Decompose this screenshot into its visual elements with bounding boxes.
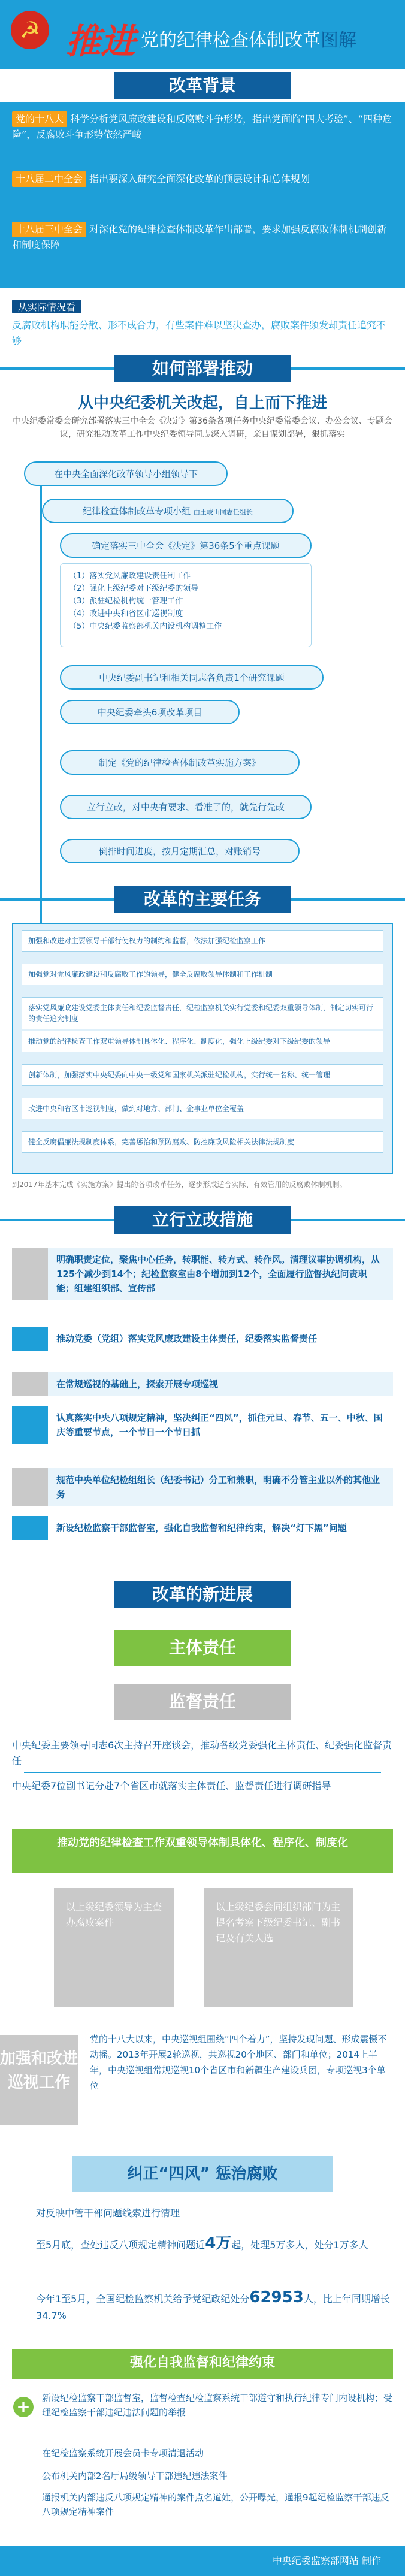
box-lead-investigation: 以上级纪委领导为主查办腐败案件 (54, 1888, 174, 2007)
footer-credit: 中央纪委监察部网站 制作 (0, 2546, 405, 2576)
special-group-label: 纪律检查体制改革专项小组 (83, 506, 191, 517)
stat-number: 4万 (205, 2234, 232, 2252)
section-title-progress: 改革的新进展 (114, 1581, 291, 1608)
task-item: 改进中央和省区市巡视制度，做到对地方、部门、企事业单位全覆盖 (22, 1098, 383, 1119)
measure-item: 推动党委（党组）落实党风廉政建设主体责任，纪委落实监督责任 (12, 1327, 393, 1351)
hero-banner (0, 0, 405, 69)
flow-box-topics: 确定落实三中全会《决定》第36条5个重点课题 (60, 533, 312, 558)
flow-box-leadership: 在中央全面深化改革领导小组领导下 (24, 461, 228, 486)
hero-subtitle (141, 25, 356, 52)
measure-item: 在常规巡视的基础上，探索开展专项巡视 (12, 1372, 393, 1396)
background-text-2: 指出要深入研究全面深化改革的顶层设计和总体规划 (89, 173, 310, 185)
task-item: 加强党对党风廉政建设和反腐败工作的领导，健全反腐败领导体制和工作机制 (22, 964, 383, 985)
self-supervision-band: 强化自我监督和纪律约束 (12, 2349, 393, 2379)
hero-subtitle-main: 党的纪律检查体制改革 (141, 30, 321, 51)
topic-item: （2）强化上级纪委对下级纪委的领导 (69, 584, 199, 593)
flow-box-schedule: 倒排时间进度，按月定期汇总，对账销号 (60, 839, 300, 863)
section-title-deploy: 如何部署推动 (114, 355, 291, 382)
measure-item: 规范中央单位纪检组组长（纪委书记）分工和兼职，明确不分管主业以外的其他业务 (12, 1468, 393, 1506)
stat-number: 62953 (249, 2288, 304, 2306)
tag-18th-congress: 党的十八大 (12, 111, 67, 127)
task-item: 推动党的纪律检查工作双重领导体制具体化、程序化、制度化，强化上级纪委对下级纪委的领导 (22, 1031, 383, 1052)
flow-box-special-group (42, 499, 294, 523)
tag-2nd-plenum: 十八届二中全会 (12, 171, 86, 187)
topic-item: （3）派驻纪检机构统一管理工作 (69, 597, 183, 606)
measure-item: 新设纪检监察干部监督室，强化自我监督和纪律约束，解决“灯下黑”问题 (12, 1516, 393, 1540)
stat-pre: 对反映中管干部问题线索进行清理 (36, 2207, 180, 2219)
plus-icon: + (13, 2397, 34, 2417)
divider-line (24, 1772, 381, 1773)
situation-tag: 从实际情况看 (12, 300, 81, 313)
background-paragraph-3 (12, 222, 393, 253)
task-item: 健全反腐倡廉法规制度体系，完善惩治和预防腐败、防控廉政风险相关法律法规制度 (22, 1131, 383, 1153)
stat-post: 人，比上年同期增长34.7% (36, 2293, 390, 2321)
deploy-text: 中央纪委常委会研究部署落实三中全会《决定》第36条各项任务中央纪委常委会议、办公会议、专题会议，研究推动改革工作中央纪委领导同志深入调研，亲自谋划部署，狠抓落实 (13, 416, 392, 439)
task-item: 创新体制，加强落实中央纪委向中央一级党和国家机关派驻纪检机构，实行统一名称、统一管理 (22, 1064, 383, 1086)
background-text-1: 科学分析党风廉政建设和反腐败斗争形势，指出党面临“四大考验”、“四种危险”，反腐败斗争形势依然严峻 (12, 113, 392, 140)
situation-tag-wrap (12, 300, 81, 313)
self-item: 新设纪检监察干部监督室，监督检查纪检监察系统干部遵守和执行纪律专门内设机构；受理纪检监察干部违纪违法问题的举报 (42, 2393, 393, 2418)
stat-pre: 今年1至5月，全国纪检监察机关给予党纪政纪处分 (36, 2293, 250, 2305)
deploy-headline: 从中央纪委机关改起，自上而下推进 (77, 394, 327, 412)
flow-connector (40, 461, 42, 929)
box-nomination: 以上级纪委会同组织部门为主提名考察下级纪委书记、副书记及有关人选 (204, 1888, 353, 2007)
topic-item: （5）中央纪委监察部机关内设机构调整工作 (69, 622, 222, 631)
measure-item: 明确职责定位，聚焦中心任务，转职能、转方式、转作风。清理议事协调机构，从125个减少到14个；纪检监察室由8个增加到12个，全面履行监督执纪问责职能；组建组织部、宣传部 (12, 1248, 393, 1300)
xunshi-badge: 加强和改进巡视工作 (0, 2035, 78, 2125)
topic-item: （1）落实党风廉政建设责任制工作 (69, 572, 191, 581)
flow-box-six-projects: 中央纪委牵头6项改革项目 (60, 700, 240, 724)
background-text-3: 对深化党的纪律检查体制改革作出部署，要求加强反腐败体制机制创新和制度保障 (12, 224, 387, 250)
stat-item (36, 2289, 393, 2324)
label-supervision-responsibility: 监督责任 (114, 1684, 291, 1720)
tag-3rd-plenum: 十八届三中全会 (12, 222, 86, 237)
party-emblem-icon: ☭ (11, 11, 49, 49)
tasks-panel (12, 923, 393, 1174)
measure-item: 认真落实中央八项规定精神，坚决纠正“四风”，抓住元旦、春节、五一、中秋、国庆等重要节点，一个节日一个节日抓 (12, 1406, 393, 1444)
stat-post: 起，处理5万多人，处分1万多人 (231, 2239, 368, 2251)
section-title-tasks: 改革的主要任务 (114, 886, 291, 913)
hero-title: 推进 (66, 21, 136, 62)
flow-box-plan: 制定《党的纪律检查体制改革实施方案》 (60, 750, 300, 775)
progress-text-2: 中央纪委7位副书记分赴7个省区市就落实主体责任、监督责任进行调研指导 (12, 1780, 331, 1792)
section-title-background: 改革背景 (114, 72, 291, 99)
stat-item (36, 2235, 393, 2254)
flow-box-reform-now: 立行立改，对中央有要求、看准了的，就先行先改 (60, 795, 312, 819)
topics-list (60, 563, 312, 647)
tasks-note: 到2017年基本完成《实施方案》提出的各项改革任务，逐步形成适合实际、有效管用的反腐败体制机制。 (12, 1180, 347, 1189)
self-item: 通报机关内部违反八项规定精神的案件点名道姓，公开曝光，通报9起纪检监察干部违反八项规定精神案件 (42, 2492, 389, 2517)
stat-item (36, 2205, 393, 2222)
background-paragraph-2 (12, 171, 393, 187)
four-winds-ribbon: 纠正“四风” 惩治腐败 (72, 2156, 333, 2192)
section-title-measures: 立行立改措施 (114, 1206, 291, 1234)
special-group-sub: 由王岐山同志任组长 (193, 508, 253, 516)
self-item: 在纪检监察系统开展会员卡专项清退活动 (42, 2448, 204, 2459)
flow-box-vice-secretaries: 中央纪委副书记和相关同志各负责1个研究课题 (60, 665, 324, 690)
self-item: 公布机关内部2名厅局级领导干部违纪违法案件 (42, 2471, 228, 2481)
dual-leadership-band: 推动党的纪律检查工作双重领导体制具体化、程序化、制度化 (12, 1829, 393, 1873)
situation-text: 反腐败机构职能分散、形不成合力，有些案件难以坚决查办，腐败案件频发却责任追究不够 (12, 319, 386, 346)
stat-pre: 至5月底，查处违反八项规定精神问题近 (36, 2239, 205, 2251)
xunshi-text: 党的十八大以来，中央巡视组围绕“四个着力”，坚持发现问题、形成震慑不动摇。2013年开展2轮巡视，共巡视20个地区、部门和单位；2014上半年，中央巡视组常规巡视10个省区市和新疆生产建设兵团，专项巡视3个单位 (90, 2034, 387, 2091)
task-item: 落实党风廉政建设党委主体责任和纪委监督责任，纪检监察机关实行党委和纪委双重领导体制，制定切实可行的责任追究制度 (22, 997, 383, 1029)
background-paragraph-1 (12, 111, 393, 143)
topic-item: （4）改进中央和省区市巡视制度 (69, 609, 183, 618)
label-main-responsibility: 主体责任 (114, 1630, 291, 1666)
hero-subtitle-suffix: 图解 (321, 30, 356, 51)
task-item: 加强和改进对主要领导干部行使权力的制约和监督，依法加强纪检监察工作 (22, 930, 383, 952)
progress-text-1: 中央纪委主要领导同志6次主持召开座谈会，推动各级党委强化主体责任、纪委强化监督责任 (12, 1740, 392, 1766)
